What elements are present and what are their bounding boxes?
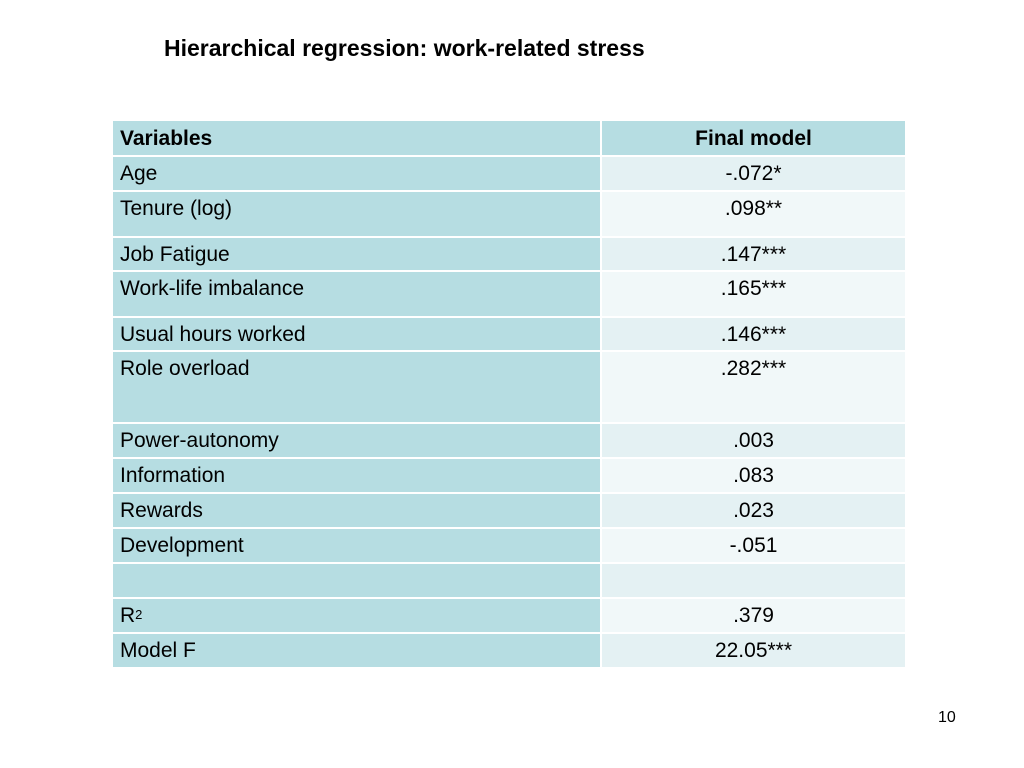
value-cell: .147*** xyxy=(601,237,906,271)
value-cell: .083 xyxy=(601,458,906,493)
variable-cell: Work-life imbalance xyxy=(112,271,601,317)
table-row xyxy=(112,528,906,563)
slide-title: Hierarchical regression: work-related stress xyxy=(164,35,645,61)
r-squared-superscript: 2 xyxy=(135,607,143,622)
value-cell: 22.05*** xyxy=(601,633,906,668)
page-number: 10 xyxy=(938,709,956,726)
variable-cell: Information xyxy=(112,458,601,493)
value-cell: .003 xyxy=(601,423,906,458)
table-row xyxy=(112,271,906,317)
table-row xyxy=(112,493,906,528)
variable-cell xyxy=(112,563,601,598)
header-variables: Variables xyxy=(112,120,601,156)
table-header-row xyxy=(112,120,906,156)
table-row xyxy=(112,633,906,668)
table-row xyxy=(112,458,906,493)
table-row xyxy=(112,351,906,423)
value-cell: .098** xyxy=(601,191,906,237)
r-squared-label: R xyxy=(120,604,136,627)
table-row xyxy=(112,317,906,351)
value-cell: .165*** xyxy=(601,271,906,317)
table-row-empty xyxy=(112,563,906,598)
variable-cell: Rewards xyxy=(112,493,601,528)
r-squared-cell xyxy=(112,598,601,633)
value-cell: .282*** xyxy=(601,351,906,423)
value-cell: .023 xyxy=(601,493,906,528)
table-row xyxy=(112,191,906,237)
header-final-model: Final model xyxy=(601,120,906,156)
table-row xyxy=(112,156,906,191)
table-row xyxy=(112,423,906,458)
regression-table xyxy=(111,119,907,669)
value-cell: -.051 xyxy=(601,528,906,563)
variable-cell: Model F xyxy=(112,633,601,668)
variable-cell: Tenure (log) xyxy=(112,191,601,237)
value-cell: .379 xyxy=(601,598,906,633)
variable-cell: Usual hours worked xyxy=(112,317,601,351)
value-cell: -.072* xyxy=(601,156,906,191)
table-row xyxy=(112,598,906,633)
value-cell xyxy=(601,563,906,598)
value-cell: .146*** xyxy=(601,317,906,351)
variable-cell: Development xyxy=(112,528,601,563)
variable-cell: Power-autonomy xyxy=(112,423,601,458)
variable-cell: Role overload xyxy=(112,351,601,423)
variable-cell: Age xyxy=(112,156,601,191)
variable-cell: Job Fatigue xyxy=(112,237,601,271)
table-row xyxy=(112,237,906,271)
